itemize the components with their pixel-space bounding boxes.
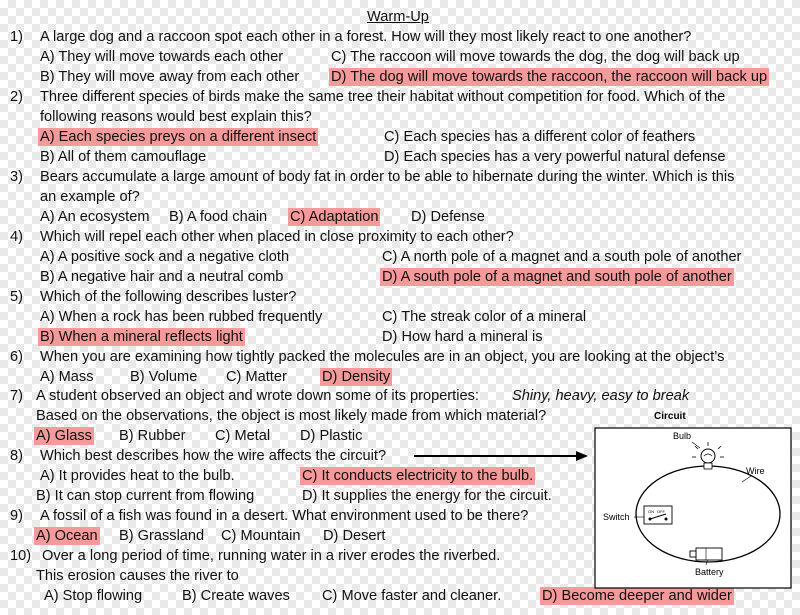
q8-option-b: B) It can stop current from flowing xyxy=(36,488,255,504)
q8-option-a: A) It provides heat to the bulb. xyxy=(40,468,235,484)
q5-option-c: C) The streak color of a mineral xyxy=(382,309,587,325)
q4-option-a: A) A positive sock and a negative cloth xyxy=(40,249,290,265)
q4-number: 4) xyxy=(10,229,23,245)
q5-option-a: A) When a rock has been rubbed frequently xyxy=(40,309,323,325)
q2-option-a-highlighted: A) Each species preys on a different insect xyxy=(40,129,317,145)
q7-option-a-highlighted: A) Glass xyxy=(36,428,92,444)
switch-on-label: ON xyxy=(648,509,654,514)
page-title: Warm-Up xyxy=(367,9,429,25)
q7-text-line1: A student observed an object and wrote down some of its properties: xyxy=(36,388,479,404)
q2-text-line2: following reasons would best explain this? xyxy=(40,109,312,125)
q2-option-b: B) All of them camouflage xyxy=(40,149,207,165)
q2-option-c: C) Each species has a different color of feathers xyxy=(384,129,696,145)
q1-text: A large dog and a raccoon spot each other in a forest. How will they most likely react to one another? xyxy=(40,29,692,45)
q6-text: When you are examining how tightly packed the molecules are in an object, you are looking at the object’s xyxy=(40,349,725,365)
q10-text-line2: This erosion causes the river to xyxy=(36,568,239,584)
q9-text: A fossil of a fish was found in a desert. What environment used to be there? xyxy=(40,508,529,524)
q8-number: 8) xyxy=(10,448,23,464)
q10-text-line1: Over a long period of time, running water in a river erodes the riverbed. xyxy=(42,548,501,564)
switch-icon xyxy=(644,506,672,524)
q5-text: Which of the following describes luster? xyxy=(40,289,297,305)
q7-properties: Shiny, heavy, easy to break xyxy=(512,388,690,404)
q2-option-d: D) Each species has a very powerful natural defense xyxy=(384,149,726,165)
q9-option-a-highlighted: A) Ocean xyxy=(36,528,98,544)
bulb-label: Bulb xyxy=(673,431,692,441)
q1-option-c: C) The raccoon will move towards the dog, the dog will back up xyxy=(331,49,740,65)
q3-number: 3) xyxy=(10,169,23,185)
battery-label: Battery xyxy=(695,567,724,577)
q3-text-line1: Bears accumulate a large amount of body fat in order to be able to hibernate during the winter. Which is this xyxy=(40,169,735,185)
q9-number: 9) xyxy=(10,508,23,524)
q4-option-d-highlighted: D) A south pole of a magnet and south pole of another xyxy=(382,269,732,285)
q9-option-d: D) Desert xyxy=(323,528,386,544)
q10-option-c: C) Move faster and cleaner. xyxy=(322,588,502,604)
q4-option-c: C) A north pole of a magnet and a south pole of another xyxy=(382,249,742,265)
circuit-diagram xyxy=(594,408,792,590)
q7-text-line2: Based on the observations, the object is most likely made from which material? xyxy=(36,408,547,424)
q1-option-d-highlighted: D) The dog will move towards the raccoon, the raccoon will back up xyxy=(331,69,768,85)
q10-option-d-highlighted: D) Become deeper and wider xyxy=(542,588,732,604)
q2-number: 2) xyxy=(10,89,23,105)
q4-option-b: B) A negative hair and a neutral comb xyxy=(40,269,284,285)
wire-label: Wire xyxy=(746,466,765,476)
q7-option-c: C) Metal xyxy=(215,428,271,444)
q6-option-b: B) Volume xyxy=(130,369,198,385)
q10-option-b: B) Create waves xyxy=(182,588,290,604)
pointer-arrow-icon xyxy=(412,448,592,464)
q9-option-b: B) Grassland xyxy=(119,528,205,544)
q3-option-a: A) An ecosystem xyxy=(40,209,150,225)
q5-number: 5) xyxy=(10,289,23,305)
q3-option-d: D) Defense xyxy=(411,209,485,225)
q7-option-b: B) Rubber xyxy=(119,428,186,444)
q6-number: 6) xyxy=(10,349,23,365)
q10-number: 10) xyxy=(10,548,32,564)
q1-number: 1) xyxy=(10,29,23,45)
q1-option-a: A) They will move towards each other xyxy=(40,49,284,65)
q9-option-c: C) Mountain xyxy=(221,528,301,544)
q6-option-d-highlighted: D) Density xyxy=(322,369,391,385)
q2-text-line1: Three different species of birds make the same tree their habitat without competition for food. Which of the xyxy=(40,89,726,105)
q5-option-b-highlighted: B) When a mineral reflects light xyxy=(40,329,243,345)
switch-label: Switch xyxy=(603,512,630,522)
q10-option-a: A) Stop flowing xyxy=(44,588,143,604)
q3-option-b: B) A food chain xyxy=(169,209,268,225)
q1-option-b: B) They will move away from each other xyxy=(40,69,300,85)
q3-text-line2: an example of? xyxy=(40,189,140,205)
q6-option-a: A) Mass xyxy=(40,369,94,385)
q8-option-d: D) It supplies the energy for the circuit. xyxy=(302,488,552,504)
q8-option-c-highlighted: C) It conducts electricity to the bulb. xyxy=(302,468,534,484)
q7-number: 7) xyxy=(10,388,23,404)
diagram-title: Circuit xyxy=(654,411,686,422)
q4-text: Which will repel each other when placed in close proximity to each other? xyxy=(40,229,514,245)
q6-option-c: C) Matter xyxy=(226,369,287,385)
q5-option-d: D) How hard a mineral is xyxy=(382,329,543,345)
switch-off-label: OFF xyxy=(657,509,665,514)
diagram-frame xyxy=(595,428,791,588)
q3-option-c-highlighted: C) Adaptation xyxy=(290,209,379,225)
q8-text: Which best describes how the wire affects the circuit? xyxy=(40,448,387,464)
q7-option-d: D) Plastic xyxy=(300,428,363,444)
